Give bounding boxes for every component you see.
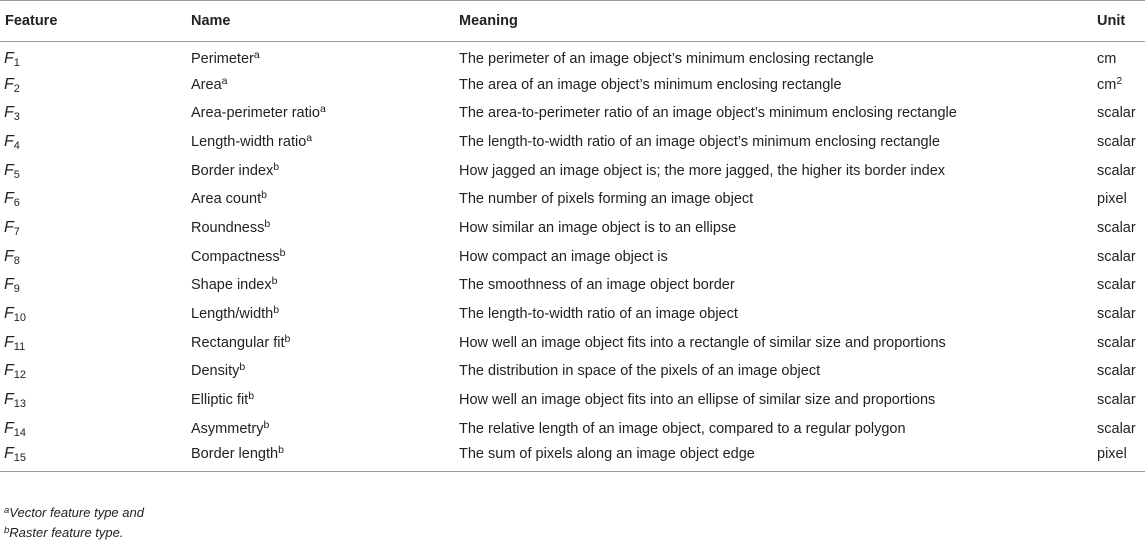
feature-name: Asymmetry <box>191 420 264 437</box>
feature-subscript: 9 <box>13 283 20 296</box>
feature-subscript: 7 <box>13 225 20 238</box>
feature-cell <box>0 185 186 214</box>
feature-subscript: 6 <box>13 197 20 210</box>
feature-type-mark: b <box>263 418 270 431</box>
feature-cell <box>0 214 186 243</box>
feature-meaning: How well an image object fits into an ellipse of similar size and proportions <box>459 392 936 409</box>
feature-subscript: 1 <box>13 57 20 70</box>
feature-cell <box>0 357 186 386</box>
feature-type-mark: b <box>239 361 246 374</box>
feature-type-mark: a <box>306 131 313 144</box>
name-cell <box>186 99 454 128</box>
feature-cell <box>0 271 186 300</box>
feature-subscript: 10 <box>13 312 27 325</box>
feature-meaning: The perimeter of an image object’s minimum enclosing rectangle <box>459 51 874 68</box>
unit-cell <box>1097 443 1145 472</box>
feature-meaning: The length-to-width ratio of an image object’s minimum enclosing rectangle <box>459 133 940 150</box>
unit-cell <box>1097 357 1145 386</box>
table-row <box>0 156 1145 185</box>
feature-cell <box>0 156 186 185</box>
name-cell <box>186 214 454 243</box>
meaning-cell <box>454 328 1097 357</box>
name-cell <box>186 128 454 157</box>
feature-symbol: F <box>4 305 14 323</box>
feature-meaning: The relative length of an image object, compared to a regular polygon <box>459 420 906 437</box>
unit-cell <box>1097 156 1145 185</box>
name-cell <box>186 242 454 271</box>
unit-superscript: 2 <box>1116 74 1123 87</box>
unit-cell <box>1097 70 1145 99</box>
table-row <box>0 328 1145 357</box>
table-body <box>0 42 1145 472</box>
feature-cell <box>0 328 186 357</box>
unit-cell <box>1097 386 1145 415</box>
name-cell <box>186 42 454 71</box>
header-meaning: Meaning <box>459 13 518 29</box>
feature-subscript: 4 <box>13 139 20 152</box>
feature-subscript: 13 <box>13 398 27 411</box>
table-row <box>0 99 1145 128</box>
feature-unit: scalar <box>1097 420 1136 437</box>
table-row <box>0 386 1145 415</box>
feature-meaning: How compact an image object is <box>459 248 668 265</box>
feature-name: Border length <box>191 446 279 463</box>
meaning-cell <box>454 99 1097 128</box>
feature-name: Shape index <box>191 277 272 294</box>
meaning-cell <box>454 156 1097 185</box>
feature-subscript: 5 <box>13 168 20 181</box>
table-row <box>0 271 1145 300</box>
feature-cell <box>0 386 186 415</box>
feature-cell <box>0 70 186 99</box>
feature-meaning: The number of pixels forming an image object <box>459 191 754 208</box>
feature-symbol: F <box>4 445 14 463</box>
feature-symbol: F <box>4 362 14 380</box>
feature-unit: scalar <box>1097 105 1136 122</box>
meaning-cell <box>454 357 1097 386</box>
name-cell <box>186 386 454 415</box>
feature-name: Elliptic fit <box>191 392 249 409</box>
footnote-text: Vector feature type and <box>9 505 144 520</box>
table-row <box>0 357 1145 386</box>
header-feature: Feature <box>5 13 58 29</box>
unit-cell <box>1097 328 1145 357</box>
feature-type-mark: b <box>264 217 271 230</box>
table-row <box>0 185 1145 214</box>
feature-symbol: F <box>4 333 14 351</box>
feature-subscript: 14 <box>13 426 27 439</box>
meaning-cell <box>454 271 1097 300</box>
header-unit: Unit <box>1097 13 1126 29</box>
table-row <box>0 128 1145 157</box>
feature-cell <box>0 128 186 157</box>
feature-name: Roundness <box>191 219 265 236</box>
unit-cell <box>1097 242 1145 271</box>
table-row <box>0 242 1145 271</box>
feature-type-mark: b <box>273 304 280 317</box>
feature-meaning: The sum of pixels along an image object edge <box>459 446 755 463</box>
unit-cell <box>1097 300 1145 329</box>
feature-unit: scalar <box>1097 392 1136 409</box>
table-row <box>0 70 1145 99</box>
feature-subscript: 11 <box>13 340 26 353</box>
meaning-cell <box>454 414 1097 443</box>
meaning-cell <box>454 128 1097 157</box>
feature-unit: cm <box>1097 51 1117 68</box>
meaning-cell <box>454 42 1097 71</box>
feature-name: Area-perimeter ratio <box>191 105 320 122</box>
meaning-cell <box>454 242 1097 271</box>
feature-name: Length-width ratio <box>191 133 307 150</box>
feature-name: Compactness <box>191 248 280 265</box>
feature-meaning: How well an image object fits into a rectangle of similar size and proportions <box>459 334 946 351</box>
name-cell <box>186 443 454 472</box>
meaning-cell <box>454 443 1097 472</box>
table-row <box>0 42 1145 71</box>
feature-unit: scalar <box>1097 219 1136 236</box>
feature-unit: pixel <box>1097 446 1127 463</box>
feature-cell <box>0 42 186 71</box>
feature-unit: scalar <box>1097 334 1136 351</box>
meaning-cell <box>454 185 1097 214</box>
feature-cell <box>0 300 186 329</box>
meaning-cell <box>454 386 1097 415</box>
name-cell <box>186 357 454 386</box>
feature-unit: cm <box>1097 76 1117 93</box>
name-cell <box>186 271 454 300</box>
feature-name: Rectangular fit <box>191 334 285 351</box>
unit-cell <box>1097 271 1145 300</box>
footnote-b <box>4 523 144 543</box>
feature-type-mark: a <box>221 74 228 87</box>
unit-cell <box>1097 214 1145 243</box>
table-row <box>0 443 1145 472</box>
feature-cell <box>0 414 186 443</box>
feature-meaning: The smoothness of an image object border <box>459 277 735 294</box>
feature-type-mark: b <box>273 160 280 173</box>
meaning-cell <box>454 214 1097 243</box>
feature-name: Length/width <box>191 306 274 323</box>
feature-meaning: The area of an image object’s minimum enclosing rectangle <box>459 76 842 93</box>
feature-subscript: 12 <box>13 369 27 382</box>
feature-unit: scalar <box>1097 306 1136 323</box>
feature-symbol: F <box>4 104 14 122</box>
feature-subscript: 15 <box>13 452 27 465</box>
feature-meaning: How jagged an image object is; the more jagged, the higher its border index <box>459 162 946 179</box>
feature-type-mark: b <box>261 189 267 202</box>
feature-unit: scalar <box>1097 248 1136 265</box>
feature-meaning: The length-to-width ratio of an image object <box>459 306 738 323</box>
feature-type-mark: a <box>253 49 260 62</box>
feature-cell <box>0 242 186 271</box>
feature-meaning: The distribution in space of the pixels of an image object <box>459 363 821 380</box>
feature-cell <box>0 99 186 128</box>
feature-type-mark: b <box>278 444 284 457</box>
name-cell <box>186 185 454 214</box>
name-cell <box>186 70 454 99</box>
feature-subscript: 2 <box>13 82 20 95</box>
feature-symbol: F <box>4 276 14 294</box>
unit-cell <box>1097 42 1145 71</box>
unit-cell <box>1097 128 1145 157</box>
feature-symbol: F <box>4 391 14 409</box>
footnote-a <box>4 503 144 523</box>
feature-subscript: 8 <box>13 254 20 267</box>
footnote-mark: b <box>4 524 10 536</box>
feature-name: Area count <box>191 191 262 208</box>
name-cell <box>186 414 454 443</box>
footnotes <box>4 503 144 542</box>
feature-type-mark: b <box>248 390 255 403</box>
feature-unit: pixel <box>1097 191 1127 208</box>
feature-meaning: The area-to-perimeter ratio of an image object’s minimum enclosing rectangle <box>459 105 957 122</box>
feature-name: Border index <box>191 162 274 179</box>
feature-unit: scalar <box>1097 277 1136 294</box>
feature-name: Area <box>191 76 222 93</box>
unit-cell <box>1097 414 1145 443</box>
feature-symbol: F <box>4 218 14 236</box>
feature-symbol: F <box>4 75 14 93</box>
footnote-text: Raster feature type. <box>9 524 124 540</box>
footnote-mark: a <box>4 505 10 516</box>
feature-unit: scalar <box>1097 133 1136 150</box>
feature-symbol: F <box>4 161 14 179</box>
feature-symbol: F <box>4 419 14 437</box>
feature-unit: scalar <box>1097 162 1136 179</box>
meaning-cell <box>454 300 1097 329</box>
table-row <box>0 414 1145 443</box>
unit-cell <box>1097 99 1145 128</box>
feature-name: Density <box>191 363 240 380</box>
feature-type-mark: a <box>319 103 326 116</box>
feature-type-mark: b <box>284 332 291 345</box>
table-row <box>0 214 1145 243</box>
name-cell <box>186 156 454 185</box>
feature-subscript: 3 <box>13 111 20 124</box>
header-name: Name <box>191 13 231 29</box>
meaning-cell <box>454 70 1097 99</box>
feature-name: Perimeter <box>191 51 254 68</box>
feature-symbol: F <box>4 247 14 265</box>
feature-meaning: How similar an image object is to an ellipse <box>459 219 737 236</box>
feature-symbol: F <box>4 132 14 150</box>
name-cell <box>186 328 454 357</box>
unit-cell <box>1097 185 1145 214</box>
feature-type-mark: b <box>279 246 286 259</box>
name-cell <box>186 300 454 329</box>
feature-symbol: F <box>4 50 14 68</box>
feature-unit: scalar <box>1097 363 1136 380</box>
feature-type-mark: b <box>271 275 278 288</box>
feature-cell <box>0 443 186 472</box>
table-row <box>0 300 1145 329</box>
table-header <box>0 1 1145 42</box>
feature-symbol: F <box>4 190 14 208</box>
header-row <box>0 1 1145 42</box>
